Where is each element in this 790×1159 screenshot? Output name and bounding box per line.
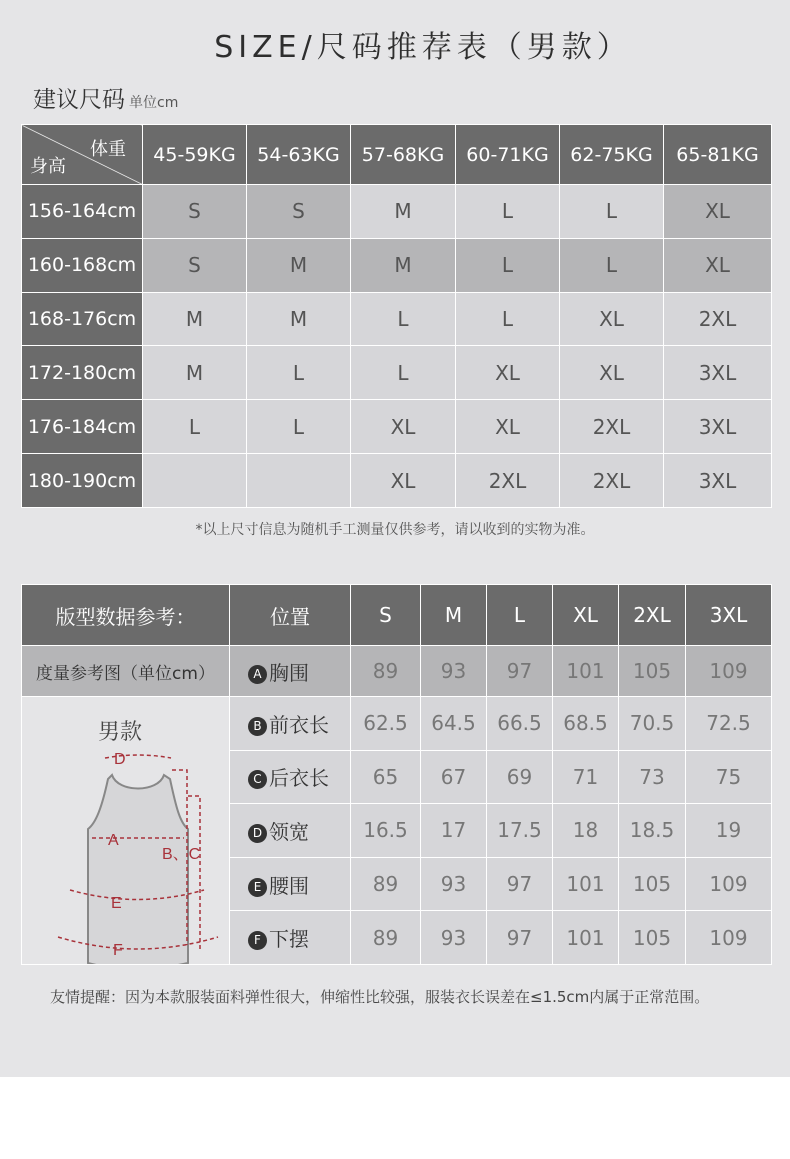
size-cell: 2XL [560,454,664,508]
size-cell [247,454,351,508]
garment-outline [88,775,188,964]
size-cell: M [143,346,247,400]
size-cell: 2XL [664,292,772,346]
measure-value: 101 [553,911,619,965]
weight-header: 62-75KG [560,125,664,185]
garment-measurement-table [21,584,772,965]
size-cell: S [143,185,247,239]
recommend-unit: 单位cm [129,95,179,111]
measure-value: 105 [619,911,686,965]
mark-e: E [111,895,122,912]
size-recommendation-table [21,124,772,508]
size-cell: L [247,400,351,454]
measure-value: 89 [351,857,421,911]
size-cell: L [143,400,247,454]
size-cell: M [143,292,247,346]
measure-value: 109 [686,911,772,965]
letter-f-icon: F [248,931,267,950]
position-header: 位置 [230,585,351,646]
measure-value: 62.5 [351,697,421,751]
measure-value: 93 [421,646,487,697]
weight-header: 60-71KG [456,125,560,185]
measure-value: 101 [553,646,619,697]
recommend-heading [33,81,178,114]
position-name: 腰围 [269,873,309,898]
size-cell: L [351,292,456,346]
size-cell: L [560,185,664,239]
size-cell: M [247,238,351,292]
position-name: 后衣长 [269,766,329,791]
measure-position [230,857,351,911]
size-cell: L [560,238,664,292]
position-name: 下摆 [269,927,309,952]
size-cell: 3XL [664,454,772,508]
size-cell: XL [456,400,560,454]
height-header: 160-168cm [22,238,143,292]
table-row [22,185,772,239]
measure-value: 93 [421,857,487,911]
measure-value: 67 [421,750,487,804]
mark-a: A [108,832,119,849]
size-cell: L [351,346,456,400]
measure-header-row [22,585,772,646]
measure-value: 64.5 [421,697,487,751]
size-cell: S [247,185,351,239]
measure-value: 109 [686,857,772,911]
weight-header: 65-81KG [664,125,772,185]
measure-value: 97 [487,857,553,911]
size-cell: XL [456,346,560,400]
size-cell: 2XL [456,454,560,508]
measure-value: 89 [351,646,421,697]
size-header: XL [553,585,619,646]
size-cell: XL [664,238,772,292]
height-header: 176-184cm [22,400,143,454]
measure-position [230,804,351,858]
measure-value: 105 [619,857,686,911]
size-cell: L [247,346,351,400]
measure-value: 109 [686,646,772,697]
measure-value: 18 [553,804,619,858]
size-cell: 3XL [664,346,772,400]
measure-position [230,646,351,697]
size-header: M [421,585,487,646]
position-name: 胸围 [269,660,309,685]
measure-position [230,750,351,804]
size-cell: XL [351,400,456,454]
size-cell [143,454,247,508]
letter-c-icon: C [248,770,267,789]
table-row [22,454,772,508]
measure-value: 73 [619,750,686,804]
measure-value: 71 [553,750,619,804]
size-cell: XL [560,346,664,400]
table-row [22,238,772,292]
measure-position [230,697,351,751]
height-header: 180-190cm [22,454,143,508]
measure-value: 97 [487,911,553,965]
size-cell: M [351,238,456,292]
measure-value: 69 [487,750,553,804]
size-cell: L [456,238,560,292]
size-header: 3XL [686,585,772,646]
mark-bc: B、C [162,846,201,863]
measure-value: 70.5 [619,697,686,751]
mark-d: D [114,751,126,768]
page-title: SIZE/尺码推荐表（男款） [214,30,632,65]
position-name: 领宽 [269,819,309,844]
weight-header-row [22,125,772,185]
size-cell: XL [351,454,456,508]
measure-value: 72.5 [686,697,772,751]
size-header: S [351,585,421,646]
measure-value: 105 [619,646,686,697]
table-row [22,400,772,454]
size-cell: 2XL [560,400,664,454]
table-corner-cell [22,125,143,185]
friendly-reminder: 友情提醒：因为本款服装面料弹性很大，伸缩性比较强，服装衣长误差在≤1.5cm内属于正常范围。 [50,988,710,1006]
measure-value: 93 [421,911,487,965]
recommend-heading-text: 建议尺码 [33,87,125,113]
weight-axis-label: 体重 [90,139,126,160]
measure-value: 17 [421,804,487,858]
size-header: L [487,585,553,646]
size-cell: M [351,185,456,239]
measure-value: 75 [686,750,772,804]
measure-value: 66.5 [487,697,553,751]
measure-value: 19 [686,804,772,858]
mark-f: F [113,942,123,959]
size-cell: S [143,238,247,292]
reference-figure-label: 度量参考图（单位cm） [22,646,230,697]
table-row [22,292,772,346]
size-cell: M [247,292,351,346]
table-row [22,346,772,400]
letter-a-icon: A [248,665,267,684]
size-cell: 3XL [664,400,772,454]
measure-value: 97 [487,646,553,697]
letter-e-icon: E [248,878,267,897]
measure-value: 101 [553,857,619,911]
size-cell: XL [560,292,664,346]
measure-value: 16.5 [351,804,421,858]
size-cell: L [456,185,560,239]
size-cell: L [456,292,560,346]
size-header: 2XL [619,585,686,646]
weight-header: 45-59KG [143,125,247,185]
measure-value: 17.5 [487,804,553,858]
height-header: 168-176cm [22,292,143,346]
letter-d-icon: D [248,824,267,843]
measure-value: 68.5 [553,697,619,751]
measure-position [230,911,351,965]
measure-value: 89 [351,911,421,965]
height-axis-label: 身高 [30,156,66,177]
table-row [22,646,772,697]
figure-title: 男款 [97,720,142,745]
back-length-line [188,796,200,952]
size-cell: XL [664,185,772,239]
position-name: 前衣长 [269,712,329,737]
measure-value: 65 [351,750,421,804]
height-header: 156-164cm [22,185,143,239]
weight-header: 54-63KG [247,125,351,185]
recommend-disclaimer: *以上尺寸信息为随机手工测量仅供参考，请以收到的实物为准。 [195,522,595,538]
measure-value: 18.5 [619,804,686,858]
measurement-diagram [22,697,230,965]
tank-top-diagram [22,697,230,964]
table-row [22,697,772,751]
weight-header: 57-68KG [351,125,456,185]
letter-b-icon: B [248,717,267,736]
diagram-canvas [22,697,230,964]
measure-header-label: 版型数据参考： [22,585,230,646]
height-header: 172-180cm [22,346,143,400]
